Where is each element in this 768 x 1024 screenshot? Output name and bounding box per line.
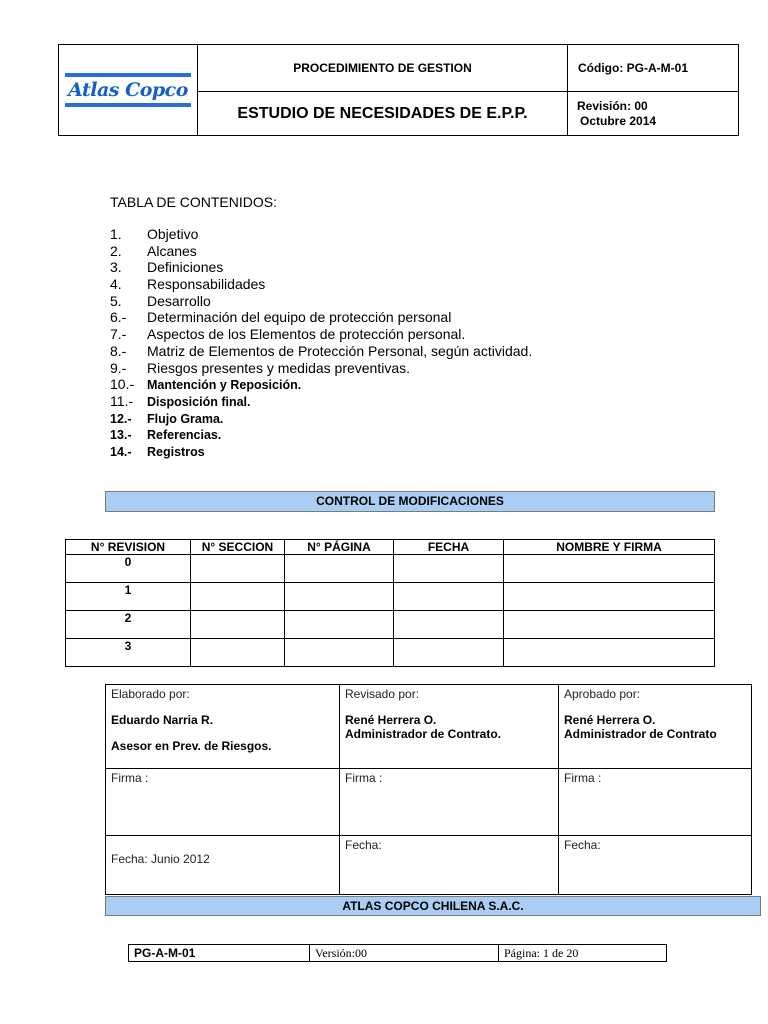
logo-bottom-bar: [65, 103, 191, 107]
section-cell: [191, 555, 285, 583]
fecha-row: [106, 836, 752, 895]
toc-item: [110, 393, 532, 410]
firma-elaborado: [106, 769, 340, 836]
toc-list: [110, 226, 532, 460]
toc-item-number: 11.-: [110, 392, 134, 409]
firma-label: Firma :: [564, 771, 602, 785]
col-page: N° PÁGINA: [285, 540, 394, 555]
page-cell: [285, 583, 394, 611]
toc-item-number: 13.-: [110, 428, 132, 443]
table-row: [66, 583, 715, 611]
document-title: ESTUDIO DE NECESIDADES DE E.P.P.: [198, 92, 568, 136]
toc-item-number: 1.: [110, 226, 122, 242]
procedure-title: PROCEDIMIENTO DE GESTION: [198, 45, 568, 92]
toc-item-number: 14.-: [110, 444, 132, 459]
toc-item-text: Aspectos de los Elementos de protección personal.: [147, 326, 466, 343]
page-cell: [285, 639, 394, 667]
toc-item-number: 9.-: [110, 359, 127, 376]
revisado-role: Administrador de Contrato.: [345, 727, 502, 741]
section-cell: [191, 583, 285, 611]
fecha-aprobado: [559, 836, 752, 895]
table-row: [66, 611, 715, 639]
control-modifications-title: CONTROL DE MODIFICACIONES: [105, 491, 715, 512]
firma-row: [106, 769, 752, 836]
section-cell: [191, 611, 285, 639]
toc-item-text: Alcanes: [147, 242, 197, 259]
fecha-elaborado-text: Fecha: Junio 2012: [111, 852, 210, 866]
firma-aprobado: [559, 769, 752, 836]
fecha-elaborado: [106, 836, 340, 895]
revision-cell: 2: [66, 611, 191, 639]
toc-item: [110, 293, 532, 310]
revision-cell: 0: [66, 555, 191, 583]
date-cell: [394, 639, 504, 667]
aprobado-role: Administrador de Contrato: [564, 727, 717, 741]
document-header: [58, 44, 739, 136]
signature-cell: [504, 583, 715, 611]
toc-item-text: Registros: [147, 444, 205, 459]
revision-cell: 1: [66, 583, 191, 611]
page-footer: [128, 944, 667, 962]
logo-top-bar: [65, 73, 191, 77]
toc-item-number: 6.-: [110, 309, 127, 326]
toc-item-text: Objetivo: [147, 226, 199, 242]
toc-item-text: Determinación del equipo de protección personal: [147, 309, 452, 326]
toc-item-number: 7.-: [110, 326, 127, 343]
logo-cell: [59, 45, 198, 136]
toc-item: [110, 259, 532, 276]
toc-item: [110, 276, 532, 293]
col-date: FECHA: [394, 540, 504, 555]
revisado-cell: [340, 685, 559, 769]
atlas-copco-logo: [59, 45, 197, 135]
table-row: [66, 555, 715, 583]
revisado-name: René Herrera O.: [345, 713, 437, 727]
fecha-revisado: [340, 836, 559, 895]
toc-item-text: Mantención y Reposición.: [147, 378, 302, 393]
logo-text: Atlas Copco: [68, 79, 188, 101]
revision-cell: [568, 92, 739, 136]
col-name-signature: NOMBRE Y FIRMA: [504, 540, 715, 555]
col-revision: N° REVISION: [66, 540, 191, 555]
toc-item: [110, 410, 532, 427]
toc-item-text: Flujo Grama.: [147, 411, 224, 426]
toc-item-text: Responsabilidades: [147, 276, 266, 293]
elaborado-role: Asesor en Prev. de Riesgos.: [111, 739, 272, 753]
toc-item-text: Referencias.: [147, 428, 222, 443]
aprobado-label: Aprobado por:: [564, 687, 641, 701]
firma-label: Firma :: [111, 771, 149, 785]
section-cell: [191, 639, 285, 667]
elaborado-cell: [106, 685, 340, 769]
toc-item: [110, 326, 532, 343]
aprobado-name: René Herrera O.: [564, 713, 656, 727]
elaborado-label: Elaborado por:: [111, 687, 190, 701]
toc-item-text: Desarrollo: [147, 292, 211, 309]
toc-item: [110, 243, 532, 260]
approval-table: [105, 684, 752, 895]
toc-item: [110, 443, 532, 460]
toc-title-suffix: :: [273, 194, 277, 210]
toc-item: [110, 426, 532, 443]
revision-cell: 3: [66, 639, 191, 667]
date-cell: [394, 555, 504, 583]
signature-cell: [504, 611, 715, 639]
fecha-label: Fecha:: [564, 838, 601, 852]
toc-item: [110, 376, 532, 393]
toc-item-number: 4.: [110, 276, 122, 293]
approval-names-row: [106, 685, 752, 769]
toc-item-number: 5.: [110, 292, 122, 309]
toc-item: [110, 360, 532, 377]
document-code: Código: PG-A-M-01: [568, 45, 739, 92]
elaborado-name: Eduardo Narria R.: [111, 713, 214, 727]
toc-item-number: 3.: [110, 259, 122, 276]
footer-page: Página: 1 de 20: [499, 945, 667, 962]
page-cell: [285, 555, 394, 583]
toc-item-text: Definiciones: [147, 259, 224, 276]
table-row: [66, 639, 715, 667]
signature-cell: [504, 639, 715, 667]
footer-code: PG-A-M-01: [129, 945, 310, 962]
toc-item-number: 2.: [110, 242, 122, 259]
table-header-row: [66, 540, 715, 555]
col-section: N° SECCION: [191, 540, 285, 555]
toc-item-number: 12.-: [110, 411, 132, 426]
revision-date: Octubre 2014: [580, 113, 657, 128]
firma-label: Firma :: [345, 771, 383, 785]
toc-item: [110, 309, 532, 326]
revisado-label: Revisado por:: [345, 687, 420, 701]
toc-item-text: Disposición final.: [147, 394, 251, 409]
modifications-table: [65, 539, 715, 667]
date-cell: [394, 583, 504, 611]
toc-item-text: Matriz de Elementos de Protección Personal, según actividad.: [147, 342, 533, 359]
toc-item-number: 8.-: [110, 342, 127, 359]
footer-version: Versión:00: [310, 945, 499, 962]
fecha-label: Fecha:: [345, 838, 382, 852]
company-name-bar: ATLAS COPCO CHILENA S.A.C.: [105, 896, 761, 916]
page-cell: [285, 611, 394, 639]
toc-item-text: Riesgos presentes y medidas preventivas.: [147, 359, 411, 376]
toc-item-number: 10.-: [110, 376, 135, 393]
toc-title: [110, 194, 277, 210]
toc-item: [110, 226, 532, 243]
revision-number: Revisión: 00: [577, 98, 648, 113]
firma-revisado: [340, 769, 559, 836]
date-cell: [394, 611, 504, 639]
toc-item: [110, 343, 532, 360]
signature-cell: [504, 555, 715, 583]
toc-title-text: TABLA DE CONTENIDOS: [110, 194, 274, 210]
aprobado-cell: [559, 685, 752, 769]
